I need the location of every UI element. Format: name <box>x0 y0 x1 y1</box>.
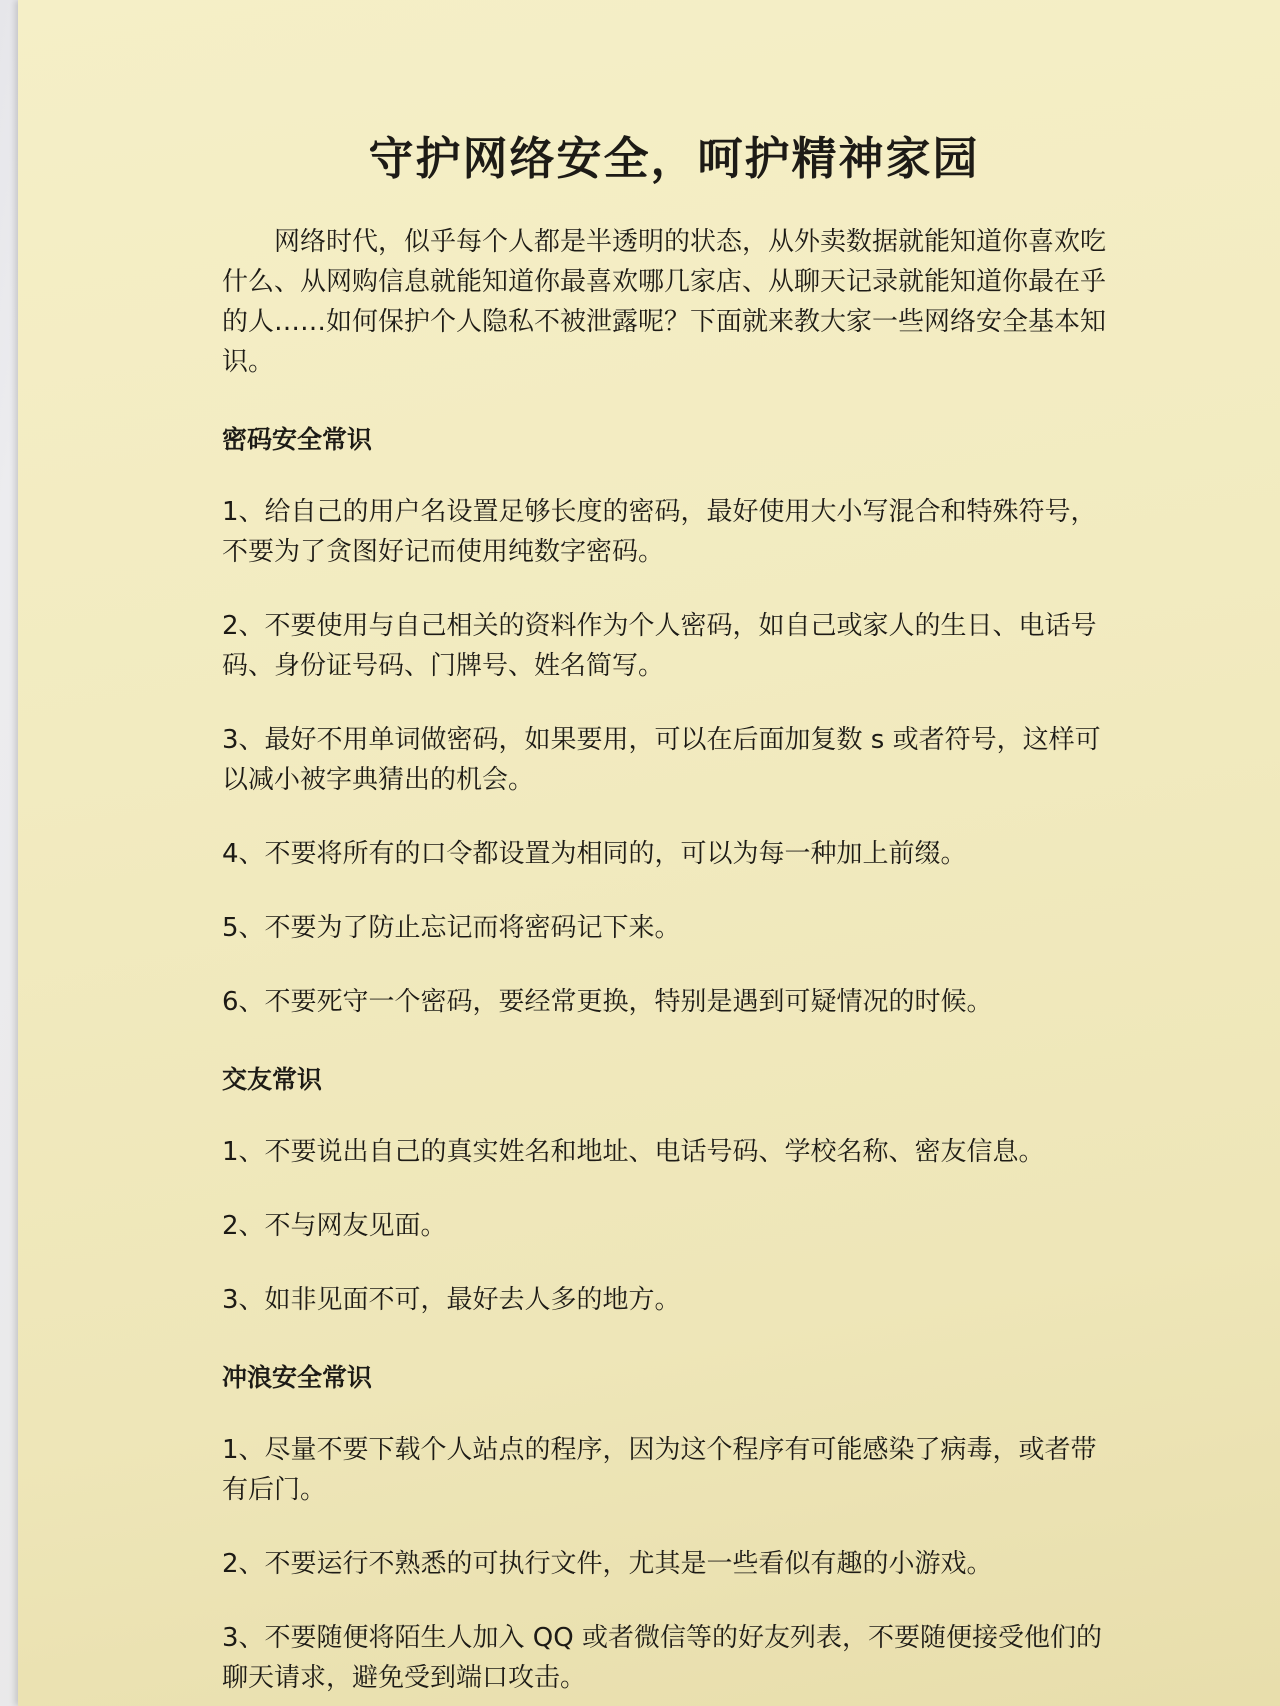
list-item: 6、不要死守一个密码，要经常更换，特别是遇到可疑情况的时候。 <box>222 987 993 1017</box>
section-heading: 交友常识 <box>222 1065 323 1094</box>
section-friends <box>222 1060 1122 1320</box>
list-item: 2、不要运行不熟悉的可执行文件，尤其是一些看似有趣的小游戏。 <box>222 1549 993 1579</box>
list-item: 4、不要将所有的口令都设置为相同的，可以为每一种加上前缀。 <box>222 839 967 869</box>
list-item: 3、不要随便将陌生人加入 QQ 或者微信等的好友列表，不要随便接受他们的聊天请求，避免受到端口攻击。 <box>222 1623 1103 1693</box>
list-item: 3、如非见面不可，最好去人多的地方。 <box>222 1285 681 1315</box>
document-body <box>222 222 1122 1698</box>
section-surfing <box>222 1358 1122 1698</box>
section-heading: 密码安全常识 <box>222 425 373 454</box>
list-item: 2、不要使用与自己相关的资料作为个人密码，如自己或家人的生日、电话号码、身份证号码、门牌号、姓名简写。 <box>222 611 1097 681</box>
intro-paragraph: 网络时代，似乎每个人都是半透明的状态，从外卖数据就能知道你喜欢吃什么、从网购信息就能知道你最喜欢哪几家店、从聊天记录就能知道你最在乎的人……如何保护个人隐私不被泄露呢？下面就来教大家一些网络安全基本知识。 <box>222 227 1107 377</box>
list-item: 1、尽量不要下载个人站点的程序，因为这个程序有可能感染了病毒，或者带有后门。 <box>222 1435 1097 1505</box>
section-password <box>222 420 1122 1022</box>
document-title: 守护网络安全，呵护精神家园 <box>368 132 980 185</box>
list-item: 5、不要为了防止忘记而将密码记下来。 <box>222 913 681 943</box>
section-heading: 冲浪安全常识 <box>222 1363 373 1392</box>
document-page <box>18 0 1280 1706</box>
list-item: 1、给自己的用户名设置足够长度的密码，最好使用大小写混合和特殊符号，不要为了贪图好记而使用纯数字密码。 <box>222 497 1097 567</box>
list-item: 3、最好不用单词做密码，如果要用，可以在后面加复数 s 或者符号，这样可以减小被字典猜出的机会。 <box>222 725 1101 795</box>
list-item: 2、不与网友见面。 <box>222 1211 447 1241</box>
list-item: 1、不要说出自己的真实姓名和地址、电话号码、学校名称、密友信息。 <box>222 1137 1045 1167</box>
